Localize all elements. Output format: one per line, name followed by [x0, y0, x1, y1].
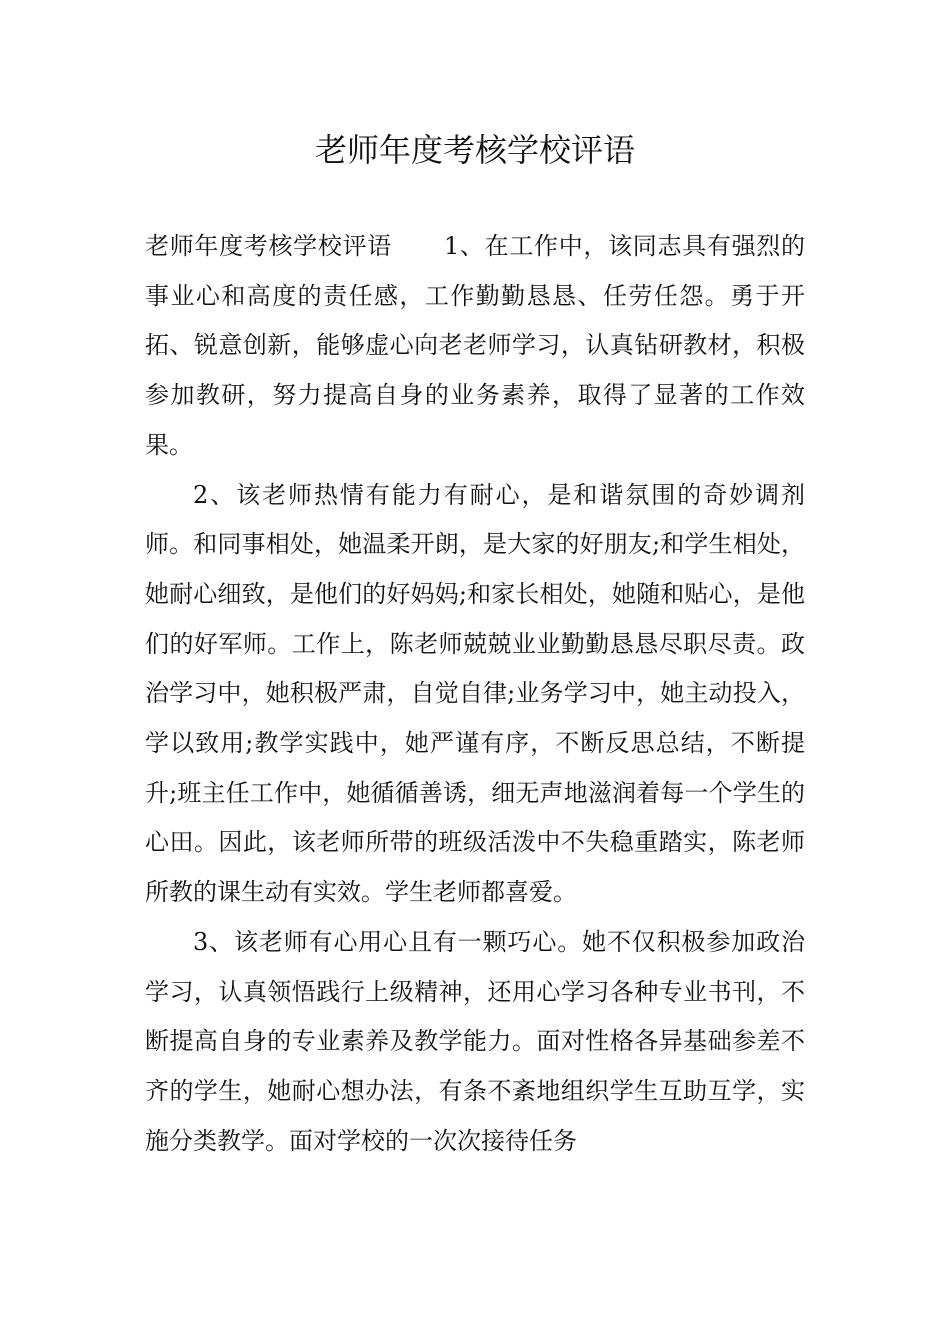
paragraph-3: 3、该老师有心用心且有一颗巧心。她不仅积极参加政治学习，认真领悟践行上级精神，还用心学习各种专业书刊，不断提高自身的专业素养及教学能力。面对性格各异基础参差不齐的学生，她耐心想办法，有条不紊地组织学生互助互学，实施分类教学。面对学校的一次次接待任务 [145, 927, 805, 1155]
document-body [145, 222, 805, 1166]
document-title: 老师年度考核学校评语 [314, 131, 635, 169]
paragraph-1 [145, 222, 805, 471]
paragraph-2: 2、该老师热情有能力有耐心，是和谐氛围的奇妙调剂师。和同事相处，她温柔开朗，是大家的好朋友;和学生相处，她耐心细致，是他们的好妈妈;和家长相处，她随和贴心，是他们的好军师。工作上，陈老师兢兢业业勤勤恳恳尽职尽责。政治学习中，她积极严肃，自觉自律;业务学习中，她主动投入，学以致用;教学实践中，她严谨有序，不断反思总结，不断提升;班主任工作中，她循循善诱，细无声地滋润着每一个学生的心田。因此，该老师所带的班级活泼中不失稳重踏实，陈老师所教的课生动有实效。学生老师都喜爱。 [145, 480, 805, 907]
paragraph-1-text: 1、在工作中，该同志具有强烈的事业心和高度的责任感，工作勤勤恳恳、任劳任怨。勇于开拓、锐意创新，能够虚心向老老师学习，认真钻研教材，积极参加教研，努力提高自身的业务素养，取得了显著的工作效果。 [145, 232, 805, 459]
lead-heading: 老师年度考核学校评语 [145, 232, 392, 260]
